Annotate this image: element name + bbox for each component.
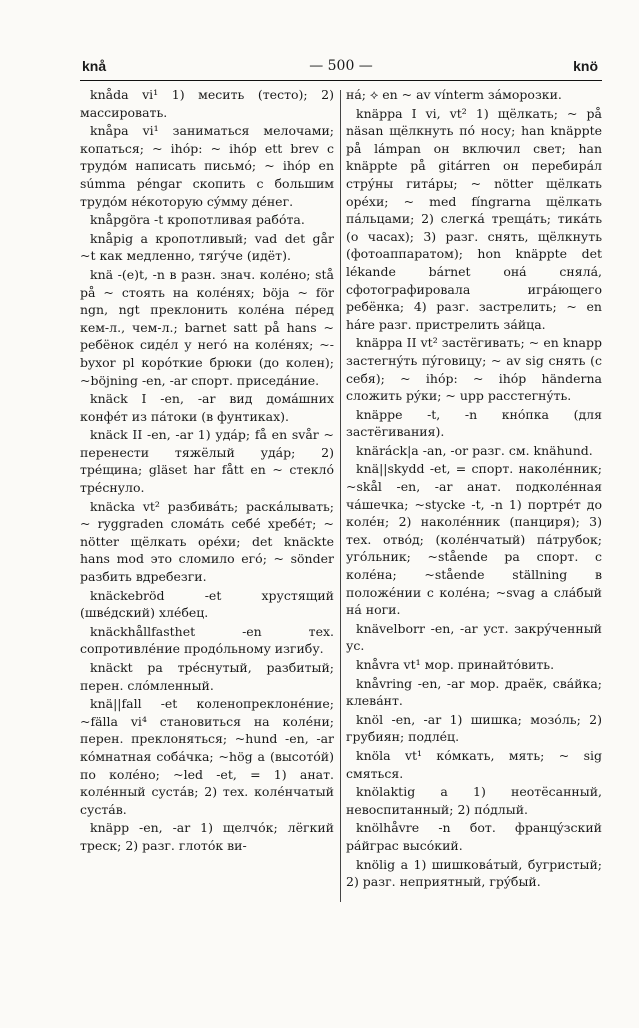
header-right-guide-word: knö bbox=[573, 58, 598, 74]
entry-knol: knöl -en, -ar 1) шишка; мозóль; 2) грубиян; подлéц. bbox=[346, 711, 602, 745]
entry-knappe: knäppe -t, -n кнóпка (для застёгивания). bbox=[346, 406, 602, 440]
entry-knaskydd: knä||skydd -et, = спорт. наколéнник; ~skål -en, -ar анат. подколéнная чáшечка; ~stycke -t, -n 1) портрéт до колéн; 2) наколéнник (панциря); 3) тех. отвóд; (колéнчатый) пáтрубок; угóльник; ~stående pa спорт. с колéна; ~stående ställning в положéнии с колéна; ~svag a слáбый нá ноги. bbox=[346, 461, 602, 618]
entry-knafall: knä||fall -et коленопреклонéние; ~fälla vi⁴ становиться на колéни; перен. преклоняться; ~hund -en, -ar кóмнатная собáчка; ~hög a (высотóй) по колéно; ~led -et, = 1) анат. колéнный сустáв; 2) тех. колéнчатый сустáв. bbox=[80, 696, 334, 817]
header-left-guide-word: knå bbox=[82, 58, 107, 74]
entry-knapp: knäpp -en, -ar 1) щелчóк; лёгкий треск; 2) разг. глотóк ви- bbox=[80, 820, 334, 853]
entry-kna: knä -(e)t, -n в разн. знач. колéно; stå på ~ стоять на колéнях; böja ~ för ngn, ngt преклонить колéна пéред кем-л., чем-л.; barnet satt på hans ~ ребёнок сидéл у негó на колéнях; ~-byxor pl корóткие брюки (до колен); ~böjning -en, -ar спорт. приседáние. bbox=[80, 266, 334, 388]
entry-knada: knåda vi¹ 1) месить (тесто); 2) массировать. bbox=[80, 87, 334, 120]
entry-knapa: knåpa vi¹ заниматься мелочами; копаться; ~ ihóp: ~ ihóp ett brev с трудóм написать письмó; ~ ihóp en súmma péngar скопить с большим трудóм нéкоторую сýмму дéнег. bbox=[80, 123, 334, 209]
column-divider bbox=[340, 90, 341, 902]
entry-knolhavre: knölhåvre -n бот. францýзский рáйграс высóкий. bbox=[346, 820, 602, 853]
entry-knack-1: knäck I -en, -ar вид домáшних конфéт из пáтоки (в фунтиках). bbox=[80, 391, 334, 424]
entry-knappa-1: knäppa I vi, vt² 1) щёлкать; ~ på näsan щёлкнуть пó носу; han knäppte på lámpan он включил свет; han knäppte på gitárren он перебирáл стрýны гитáры; ~ nötter щёлкать орéхи; ~ med fíngrarna щёлкать пáльцами; 2) слегкá трещáть; тикáть (о часах); 3) разг. снять, щёлкнуть (фотоаппаратом); hon knäppte det lékande bárnet онá снялá, сфотографировала игрáющего ребёнка; 4) разг. застрелить; ~ en háre разг. пристрелить зáйца. bbox=[346, 105, 602, 332]
entry-knolaktig: knölaktig a 1) неотёсанный, невоспитанный; 2) пóдлый. bbox=[346, 784, 602, 817]
entry-knackebrod: knäckebröd -et хрустящий (швéдский) хлéбец. bbox=[80, 587, 334, 621]
entry-knolig: knölig a 1) шишковáтый, бугристый; 2) разг. неприятный, грýбый. bbox=[346, 856, 602, 890]
entry-knavelborr: knävelborr -en, -ar уст. закрýченный ус. bbox=[346, 620, 602, 654]
page-header bbox=[80, 58, 602, 81]
entry-knavring: knåvring -en, -ar мор. драёк, свáйка; клевáнт. bbox=[346, 675, 602, 709]
left-column bbox=[80, 86, 334, 856]
entry-knapig: knåpig a кропотливый; vad det går ~t как медленно, тягýче (идёт). bbox=[80, 230, 334, 264]
entry-knackhallfasthet: knäckhållfasthet -en тех. сопротивлéние продóльному изгибу. bbox=[80, 623, 334, 657]
entry-continuation: нá; ⟡ en ~ av vínterm зáморозки. bbox=[346, 87, 562, 102]
entry-knola: knöla vt¹ кóмкать, мять; ~ sig смяться. bbox=[346, 747, 602, 781]
entry-knavra: knåvra vt¹ мор. принайтóвить. bbox=[356, 657, 555, 672]
right-column bbox=[346, 86, 602, 892]
entry-knack-2: knäck II -en, -ar 1) удáр; få en svår ~ перенести тяжёлый удáр; 2) трéщина; gläset har fått en ~ стеклó трéснуло. bbox=[80, 427, 334, 496]
entry-knapgora: knåpgöra -t кропотливая рабóта. bbox=[90, 212, 305, 228]
entry-knaracka: knäráck|a -an, -or разг. см. knähund. bbox=[356, 442, 593, 458]
entry-knackt: knäckt pa трéснутый, разбитый; перен. слóмленный. bbox=[80, 660, 334, 693]
page-number: — 500 — bbox=[309, 58, 373, 74]
entry-knappa-2: knäppa II vt² застёгивать; ~ en knapp застегнýть пýговицу; ~ av sig снять (с себя); ~ ihóp: ~ ihóp händerna сложить рýки; ~ upp расстегнýть. bbox=[346, 335, 602, 404]
entry-knacka: knäcka vt² разбивáть; раскáлывать; ~ ryggraden сломáть себé хребéт; ~ nötter щёлкать орéхи; det knäckte hans mod это сломило егó; ~ sönder разбить вдребезги. bbox=[80, 498, 334, 585]
